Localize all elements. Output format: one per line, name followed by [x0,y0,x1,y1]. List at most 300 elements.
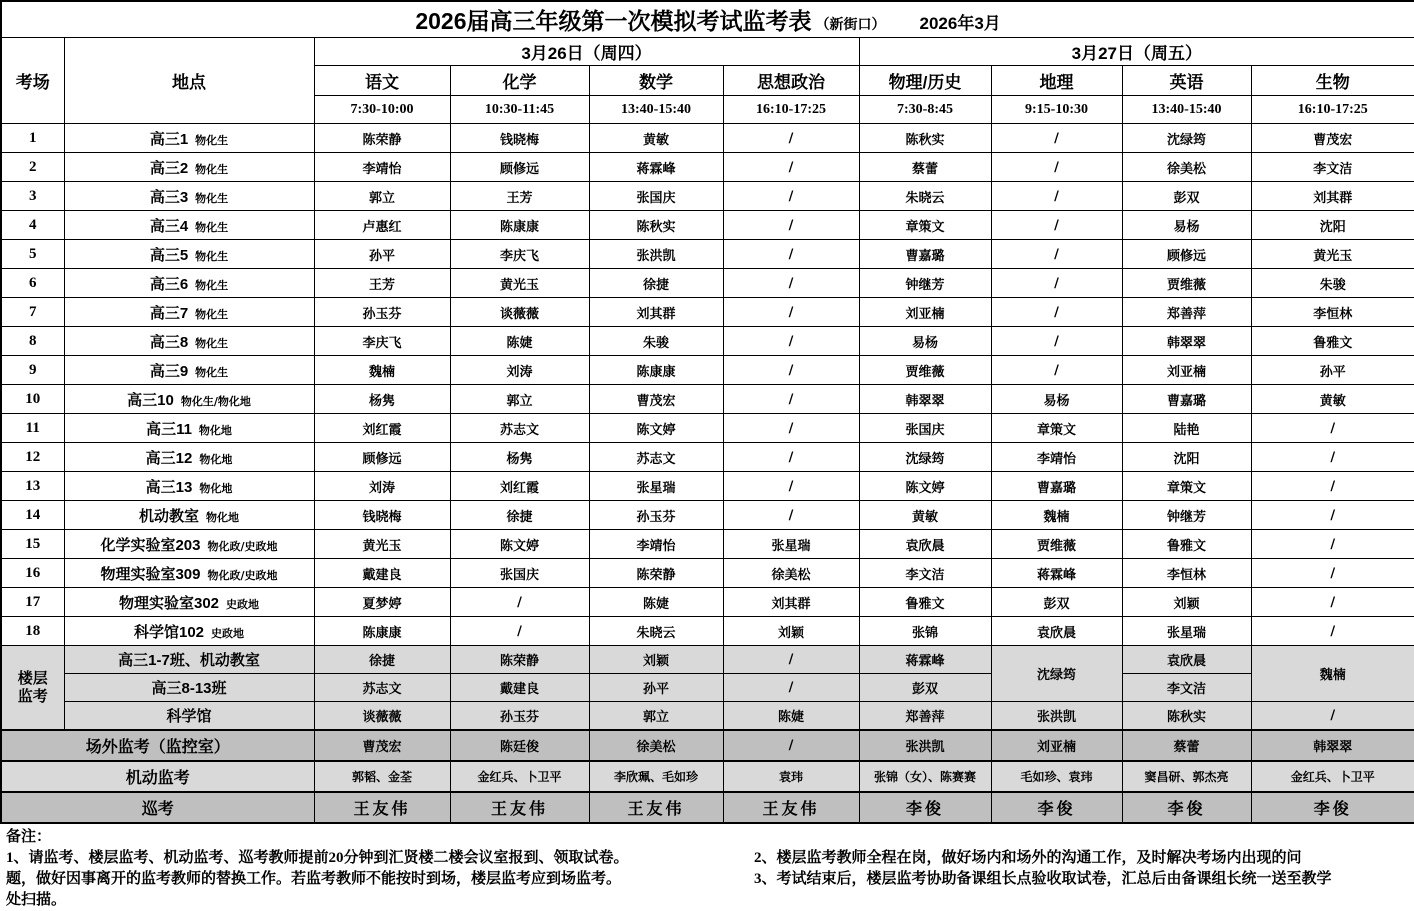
invigilator-cell: 魏楠 [314,356,450,385]
invigilator-cell: 彭双 [859,674,991,702]
day1-header: 3月26日（周四） [314,38,859,66]
location-name: 高三9 [149,362,189,380]
track-label: 物化地 [198,423,232,437]
invigilator-cell: 张国庆 [450,559,589,588]
invigilator-cell: 李俊 [991,792,1122,823]
invigilator-cell: 陈廷俊 [450,730,589,761]
floor-area-label: 高三8-13班 [64,674,314,702]
room-row [1,414,1414,443]
invigilator-cell: 孙玉芬 [589,501,723,530]
invigilator-cell: 张洪凯 [589,240,723,269]
invigilator-cell: 杨隽 [450,443,589,472]
location-name: 机动教室 [138,507,199,525]
location-name: 高三10 [127,391,174,409]
floor-area-label: 科学馆 [64,702,314,731]
invigilator-cell: 李俊 [1122,792,1251,823]
subject-header: 数学 [589,66,723,96]
room-row [1,240,1414,269]
invigilator-cell: 袁欣晨 [1122,646,1251,674]
notes-heading: 备注： [6,829,52,845]
subject-header: 物理/历史 [859,66,991,96]
room-location [64,414,314,443]
track-label: 物化生/物化地 [180,394,251,408]
invigilator-cell: 孙平 [1251,356,1414,385]
time-header: 13:40-15:40 [1122,96,1251,124]
invigilator-cell: / [1251,702,1414,731]
invigilator-cell: 袁玮 [723,761,859,792]
invigilator-cell: 曹茂宏 [589,385,723,414]
time-header: 7:30-10:00 [314,96,450,124]
invigilator-cell: 蔡蕾 [1122,730,1251,761]
invigilator-cell: 王芳 [450,182,589,211]
invigilator-cell: 李欣珮、毛如珍 [589,761,723,792]
subject-header: 生物 [1251,66,1414,96]
location-name: 科学馆102 [133,623,205,641]
location-name: 高三2 [149,159,189,177]
invigilator-cell: / [991,240,1122,269]
room-location [64,356,314,385]
invigilator-cell: 陈婕 [450,327,589,356]
invigilator-cell: 刘亚楠 [991,730,1122,761]
track-label: 物化地 [199,481,233,495]
location-name: 高三5 [149,246,189,264]
invigilator-cell: 陈文婷 [450,530,589,559]
track-label: 物化生 [195,278,229,292]
invigilator-cell: 金红兵、卜卫平 [450,761,589,792]
track-label: 物化生 [195,191,229,205]
invigilator-cell: / [723,472,859,501]
invigilator-cell: 王友伟 [314,792,450,823]
invigilator-cell: 魏楠 [1251,646,1414,702]
invigilator-cell: 刘涛 [450,356,589,385]
title-sub: （新街口） [815,16,886,32]
invigilator-cell: 张星瑞 [1122,617,1251,646]
invigilator-cell: 王芳 [314,269,450,298]
day2-header: 3月27日（周五） [859,38,1414,66]
invigilator-cell: 谈薇薇 [450,298,589,327]
invigilator-cell: 刘涛 [314,472,450,501]
invigilator-cell: 谈薇薇 [314,702,450,731]
notes-tail: 处扫描。 [6,892,67,908]
note-text: 3、考试结束后，楼层监考协助备课组长点验收取试卷，汇总后由备课组长统一送至教学 [754,871,1332,887]
location-column-header: 地点 [64,38,314,124]
invigilator-cell: 苏志文 [589,443,723,472]
invigilator-cell: 金红兵、卜卫平 [1251,761,1414,792]
invigilator-cell: 李俊 [859,792,991,823]
invigilator-cell: 沈绿筠 [859,443,991,472]
invigilator-cell: / [991,124,1122,153]
invigilator-cell: 沈阳 [1251,211,1414,240]
room-number: 8 [1,327,64,356]
invigilator-cell: 曹嘉璐 [991,472,1122,501]
outer-invigilation-row [1,730,1414,761]
location-name: 高三1 [149,130,189,148]
invigilator-cell: 钱晓梅 [314,501,450,530]
invigilator-cell: 夏梦婷 [314,588,450,617]
location-name: 高三7 [149,304,189,322]
invigilator-cell: / [1251,617,1414,646]
location-name: 高三11 [146,420,192,438]
room-location [64,153,314,182]
invigilator-cell: 陈康康 [314,617,450,646]
invigilator-cell: 陈秋实 [1122,702,1251,731]
invigilator-cell: 郑善萍 [859,702,991,731]
invigilator-cell: 李恒林 [1251,298,1414,327]
invigilator-cell: 贾维薇 [1122,269,1251,298]
invigilator-cell: 李庆飞 [314,327,450,356]
day-header-row [1,38,1414,66]
invigilator-cell: 曹茂宏 [314,730,450,761]
room-row [1,617,1414,646]
invigilator-cell: / [991,327,1122,356]
invigilator-cell: 郭立 [450,385,589,414]
notes-line [6,869,1408,890]
time-header: 9:15-10:30 [991,96,1122,124]
room-location [64,124,314,153]
invigilator-cell: / [1251,588,1414,617]
track-label: 物化生 [195,220,229,234]
room-location [64,269,314,298]
track-label: 物化生 [195,249,229,263]
invigilator-cell: 李文洁 [1251,153,1414,182]
room-row [1,559,1414,588]
invigilator-cell: 张星瑞 [723,530,859,559]
invigilator-cell: 张锦（女）、陈赛赛 [859,761,991,792]
invigilator-cell: 黄敏 [1251,385,1414,414]
invigilator-cell: 易杨 [1122,211,1251,240]
invigilator-cell: 郭立 [589,702,723,731]
invigilator-cell: 章策文 [1122,472,1251,501]
subject-header: 思想政治 [723,66,859,96]
location-name: 化学实验室203 [100,536,201,554]
invigilator-cell: 鲁雅文 [859,588,991,617]
invigilator-cell: / [1251,530,1414,559]
invigilator-cell: 钱晓梅 [450,124,589,153]
invigilator-cell: 李靖怡 [314,153,450,182]
location-name: 高三8 [149,333,189,351]
time-header: 10:30-11:45 [450,96,589,124]
invigilator-cell: 刘其群 [589,298,723,327]
invigilator-cell: 鲁雅文 [1122,530,1251,559]
section-label: 巡考 [1,792,314,823]
room-row [1,588,1414,617]
location-name: 高三4 [149,217,189,235]
invigilator-cell: 徐捷 [589,269,723,298]
invigilator-cell: 李靖怡 [991,443,1122,472]
invigilator-cell: 张锦 [859,617,991,646]
room-number: 18 [1,617,64,646]
room-location [64,327,314,356]
invigilator-cell: / [723,124,859,153]
invigilator-cell: 韩翠翠 [859,385,991,414]
invigilator-cell: / [450,617,589,646]
invigilator-cell: / [723,646,859,674]
floor-section-label: 楼层监考 [1,646,64,731]
time-header: 16:10-17:25 [723,96,859,124]
invigilator-cell: 李俊 [1251,792,1414,823]
invigilator-cell: / [991,182,1122,211]
invigilator-cell: 王友伟 [450,792,589,823]
invigilator-cell: / [991,298,1122,327]
room-location [64,385,314,414]
note-text: 题，做好因事离开的监考教师的替换工作。若监考教师不能按时到场，楼层监考应到场监考。 [6,871,622,887]
room-number: 16 [1,559,64,588]
invigilator-cell: 徐美松 [1122,153,1251,182]
invigilator-cell: 陈康康 [450,211,589,240]
notes-line [6,848,1408,869]
location-name: 高三3 [149,188,189,206]
invigilator-cell: / [723,730,859,761]
track-label: 物化地 [199,452,233,466]
invigilator-cell: 刘红霞 [450,472,589,501]
invigilator-cell: 张洪凯 [991,702,1122,731]
invigilator-cell: / [723,269,859,298]
invigilator-cell: 刘其群 [723,588,859,617]
invigilator-cell: 彭双 [991,588,1122,617]
room-location [64,443,314,472]
invigilator-cell: 戴建良 [314,559,450,588]
subject-header: 语文 [314,66,450,96]
invigilator-cell: 黄敏 [589,124,723,153]
room-number: 17 [1,588,64,617]
room-row [1,356,1414,385]
invigilator-cell: 徐美松 [723,559,859,588]
invigilator-cell: 刘亚楠 [859,298,991,327]
invigilator-cell: / [723,240,859,269]
invigilator-cell: 陈秋实 [859,124,991,153]
invigilator-cell: 顾修远 [314,443,450,472]
invigilator-cell: / [723,356,859,385]
room-number: 12 [1,443,64,472]
track-label: 物化生 [195,365,229,379]
floor-row [1,646,1414,674]
room-location [64,588,314,617]
room-location [64,182,314,211]
invigilator-cell: 徐捷 [450,501,589,530]
section-label: 机动监考 [1,761,314,792]
room-number: 6 [1,269,64,298]
invigilator-cell: 蒋霖峰 [859,646,991,674]
invigilator-cell: / [723,443,859,472]
invigilator-cell: 孙玉芬 [450,702,589,731]
invigilator-cell: 袁欣晨 [991,617,1122,646]
invigilator-cell: / [1251,501,1414,530]
room-location [64,472,314,501]
location-name: 物理实验室302 [118,594,220,612]
invigilator-cell: 蒋霖峰 [589,153,723,182]
invigilator-cell: 章策文 [991,414,1122,443]
time-header: 16:10-17:25 [1251,96,1414,124]
location-name: 高三6 [149,275,189,293]
invigilator-cell: 钟继芳 [859,269,991,298]
location-name: 高三12 [145,449,193,467]
room-row [1,269,1414,298]
invigilator-cell: 陈秋实 [589,211,723,240]
track-label: 物化生 [195,133,229,147]
invigilator-cell: 刘颖 [1122,588,1251,617]
invigilator-cell: 王友伟 [589,792,723,823]
invigilator-cell: / [723,674,859,702]
room-number: 14 [1,501,64,530]
invigilator-cell: / [723,501,859,530]
room-location [64,211,314,240]
invigilator-cell: 陈荣静 [450,646,589,674]
subject-header: 化学 [450,66,589,96]
invigilator-cell: 陈婕 [723,702,859,731]
track-label: 物化政/史政地 [207,539,278,553]
invigilator-cell: / [1251,472,1414,501]
invigilator-cell: 李靖怡 [589,530,723,559]
room-row [1,443,1414,472]
track-label: 史政地 [226,597,260,611]
invigilator-cell: 朱晓云 [859,182,991,211]
footnotes [0,824,1414,911]
invigilator-cell: 苏志文 [314,674,450,702]
invigilator-cell: 顾修远 [450,153,589,182]
room-row [1,124,1414,153]
invigilator-cell: 李庆飞 [450,240,589,269]
invigilator-cell: 易杨 [859,327,991,356]
invigilator-cell: 贾维薇 [991,530,1122,559]
invigilator-cell: 蒋霖峰 [991,559,1122,588]
invigilator-cell: 陈文婷 [859,472,991,501]
invigilator-cell: 陈荣静 [589,559,723,588]
patrol-row [1,792,1414,823]
track-label: 物化生 [195,336,229,350]
invigilator-cell: 徐美松 [589,730,723,761]
invigilator-cell: 朱晓云 [589,617,723,646]
note-text: 1、请监考、楼层监考、机动监考、巡考教师提前20分钟到汇贤楼二楼会议室报到、领取试卷。 [6,850,629,866]
invigilator-cell: 徐捷 [314,646,450,674]
invigilator-cell: 杨隽 [314,385,450,414]
invigilator-cell: 朱骏 [589,327,723,356]
invigilator-cell: / [991,153,1122,182]
room-row [1,530,1414,559]
mobile-invigilation-row [1,761,1414,792]
room-number: 1 [1,124,64,153]
invigilator-cell: / [991,211,1122,240]
room-number: 15 [1,530,64,559]
invigilator-cell: 钟继芳 [1122,501,1251,530]
track-label: 物化地 [206,510,239,524]
subject-header: 地理 [991,66,1122,96]
room-row [1,182,1414,211]
invigilator-cell: 曹嘉璐 [859,240,991,269]
invigilator-cell: 魏楠 [991,501,1122,530]
invigilator-cell: 曹茂宏 [1251,124,1414,153]
room-row [1,472,1414,501]
invigilator-cell: 刘红霞 [314,414,450,443]
floor-row [1,702,1414,731]
invigilator-cell: / [723,385,859,414]
invigilator-cell: / [723,211,859,240]
time-header: 7:30-8:45 [859,96,991,124]
track-label: 物化生 [195,162,229,176]
invigilator-cell: 张国庆 [589,182,723,211]
invigilator-cell: / [723,182,859,211]
track-label: 史政地 [211,626,245,640]
location-name: 高三13 [145,478,193,496]
invigilator-cell: 陆艳 [1122,414,1251,443]
subject-header: 英语 [1122,66,1251,96]
invigilator-cell: 黄光玉 [314,530,450,559]
invigilator-cell: 刘颖 [723,617,859,646]
section-label: 场外监考（监控室） [1,730,314,761]
invigilator-cell: 苏志文 [450,414,589,443]
invigilator-cell: / [991,356,1122,385]
room-location [64,501,314,530]
room-number: 5 [1,240,64,269]
invigilator-cell: 刘其群 [1251,182,1414,211]
invigilator-cell: 韩翠翠 [1251,730,1414,761]
room-number: 3 [1,182,64,211]
schedule-body [1,124,1414,824]
invigilator-cell: 孙平 [314,240,450,269]
invigilator-cell: 郭立 [314,182,450,211]
invigilator-cell: 陈文婷 [589,414,723,443]
invigilator-cell: 黄光玉 [1251,240,1414,269]
invigilator-cell: / [1251,443,1414,472]
room-number: 9 [1,356,64,385]
invigilator-cell: 刘颖 [589,646,723,674]
invigilator-cell: / [1251,559,1414,588]
invigilator-cell: 袁欣晨 [859,530,991,559]
time-header: 13:40-15:40 [589,96,723,124]
invigilator-cell: 张星瑞 [589,472,723,501]
floor-row [1,674,1414,702]
invigilator-cell: 陈康康 [589,356,723,385]
invigilator-cell: 陈荣静 [314,124,450,153]
invigilator-cell: 沈阳 [1122,443,1251,472]
invigilator-cell: / [991,269,1122,298]
invigilator-cell: 易杨 [991,385,1122,414]
invigilator-cell: 沈绿筠 [991,646,1122,702]
invigilator-cell: 韩翠翠 [1122,327,1251,356]
room-row [1,153,1414,182]
location-name: 物理实验室309 [100,565,201,583]
track-label: 物化政/史政地 [207,568,278,582]
note-text: 2、楼层监考教师全程在岗，做好场内和场外的沟通工作，及时解决考场内出现的问 [754,850,1302,866]
invigilator-cell: 蔡蕾 [859,153,991,182]
room-location [64,240,314,269]
title-term: 2026年3月 [919,14,1001,33]
invigilator-cell: 窦昌研、郭杰亮 [1122,761,1251,792]
invigilator-cell: 张国庆 [859,414,991,443]
invigilator-cell: 贾维薇 [859,356,991,385]
room-number: 10 [1,385,64,414]
invigilator-cell: 孙平 [589,674,723,702]
invigilator-cell: 毛如珍、袁玮 [991,761,1122,792]
room-row [1,501,1414,530]
invigilator-cell: 郑善萍 [1122,298,1251,327]
room-number: 7 [1,298,64,327]
title-main: 2026届高三年级第一次模拟考试监考表 [415,8,812,34]
invigilator-cell: / [723,327,859,356]
invigilator-cell: 章策文 [859,211,991,240]
title-row [1,1,1414,38]
invigilator-cell: 李文洁 [859,559,991,588]
room-location [64,298,314,327]
room-row [1,211,1414,240]
floor-area-label: 高三1-7班、机动教室 [64,646,314,674]
invigilator-cell: 王友伟 [723,792,859,823]
invigilator-cell: 彭双 [1122,182,1251,211]
room-number: 11 [1,414,64,443]
room-location [64,530,314,559]
invigilator-cell: 陈婕 [589,588,723,617]
invigilator-cell: / [723,298,859,327]
room-number: 4 [1,211,64,240]
